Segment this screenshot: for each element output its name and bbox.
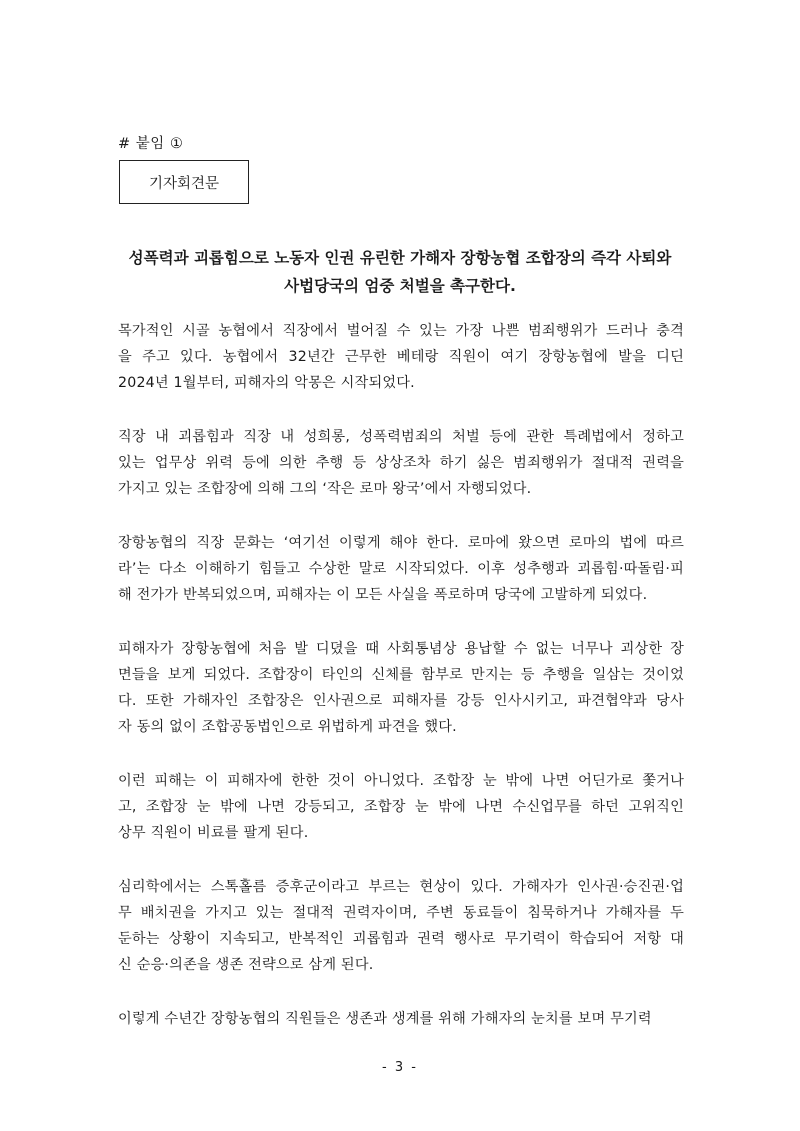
paragraph-line: 을 주고 있다. 농협에서 32년간 근무한 베테랑 직원이 여기 장항농협에 발을 디딘: [118, 349, 684, 365]
paragraph-line: 해 전가가 반복되었으며, 피해자는 이 모든 사실을 폭로하며 당국에 고발하게 되었다.: [118, 587, 648, 603]
paragraph-line: 라’는 다소 이해하기 힘들고 수상한 말로 시작되었다. 이후 성추행과 괴롭힘·따돌림·피: [118, 561, 684, 577]
paragraph-line: 심리학에서는 스톡홀름 증후군이라고 부르는 현상이 있다. 가해자가 인사권·승진권·업: [118, 879, 684, 895]
paragraph-line: 이렇게 수년간 장항농협의 직원들은 생존과 생계를 위해 가해자의 눈치를 보며 무기력: [118, 1011, 652, 1027]
paragraph-line: 무 배치권을 가지고 있는 절대적 권력자이며, 주변 동료들이 침묵하거나 가해자를 두: [118, 905, 684, 921]
paragraph-line: 신 순응·의존을 생존 전략으로 삼게 된다.: [118, 957, 374, 973]
paragraph-line: 2024년 1월부터, 피해자의 악몽은 시작되었다.: [118, 375, 415, 391]
paragraph: [118, 318, 684, 396]
title-line-2: 사법당국의 엄중 처벌을 촉구한다.: [284, 277, 516, 295]
paragraph: [118, 636, 684, 740]
paragraph-line: 직장 내 괴롭힘과 직장 내 성희롱, 성폭력범죄의 처벌 등에 관한 특례법에서 정하고: [118, 429, 684, 445]
paragraph: [118, 424, 684, 502]
paragraph-line: 둔하는 상황이 지속되고, 반복적인 괴롭힘과 권력 행사로 무기력이 학습되어 저항 대: [118, 931, 684, 947]
paragraph-line: 면들을 보게 되었다. 조합장이 타인의 신체를 함부로 만지는 등 추행을 일삼는 것이었: [118, 667, 684, 683]
document-body: [118, 318, 684, 1060]
paragraph-line: 다. 또한 가해자인 조합장은 인사권으로 피해자를 강등 인사시키고, 파견협약과 당사: [118, 693, 684, 709]
doc-type-box: [119, 160, 249, 204]
paragraph-line: 가지고 있는 조합장에 의해 그의 ‘작은 로마 왕국’에서 자행되었다.: [118, 481, 532, 497]
paragraph-line: 피해자가 장항농협에 처음 발 디뎠을 때 사회통념상 용납할 수 없는 너무나 괴상한 장: [118, 641, 684, 657]
title-line-1: 성폭력과 괴롭힘으로 노동자 인권 유린한 가해자 장항농협 조합장의 즉각 사퇴와: [128, 249, 672, 267]
paragraph-line: 이런 피해는 이 피해자에 한한 것이 아니었다. 조합장 눈 밖에 나면 어딘가로 쫓거나: [118, 773, 684, 789]
paragraph-line: 자 동의 없이 조합공동법인으로 위법하게 파견을 했다.: [118, 719, 457, 735]
attachment-label: # 붙임 ①: [118, 136, 184, 152]
paragraph-line: 있는 업무상 위력 등에 의한 추행 등 상상조차 하기 싫은 범죄행위가 절대적 권력을: [118, 455, 684, 471]
paragraph-line: 장항농협의 직장 문화는 ‘여기선 이렇게 해야 한다. 로마에 왔으면 로마의 법에 따르: [118, 535, 684, 551]
paragraph: [118, 874, 684, 978]
doc-type-label: 기자회견문: [148, 175, 220, 192]
page-number: - 3 -: [382, 1060, 418, 1075]
paragraph-line: 고, 조합장 눈 밖에 나면 강등되고, 조합장 눈 밖에 나면 수신업무를 하던 고위직인: [118, 799, 684, 815]
paragraph: [118, 768, 684, 846]
paragraph-line: 목가적인 시골 농협에서 직장에서 벌어질 수 있는 가장 나쁜 범죄행위가 드러나 충격: [118, 323, 684, 339]
paragraph-line: 상무 직원이 비료를 팔게 된다.: [118, 825, 309, 841]
paragraph: [118, 530, 684, 608]
paragraph: [118, 1006, 684, 1032]
